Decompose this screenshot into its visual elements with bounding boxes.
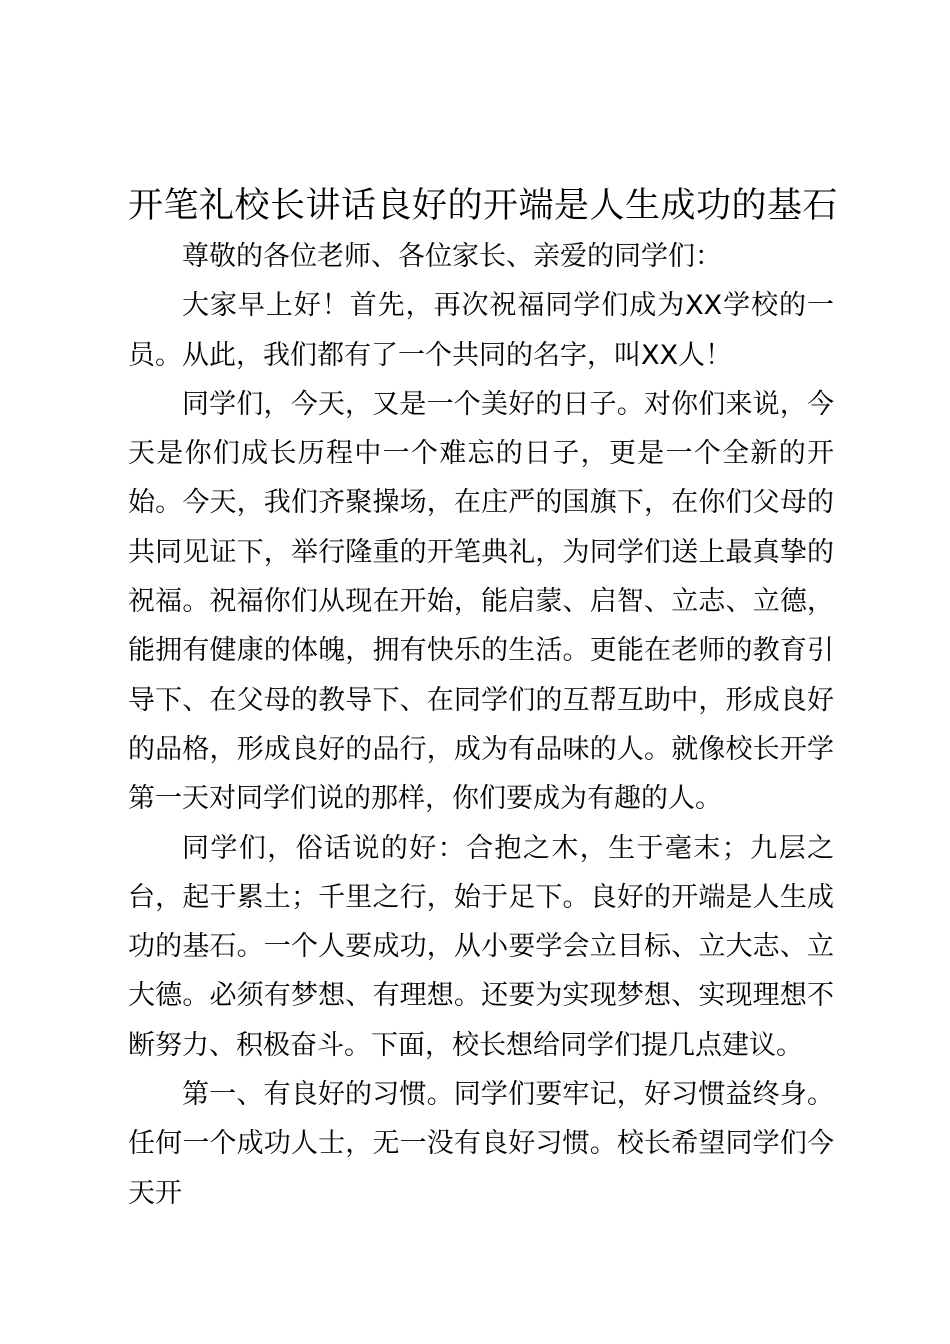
paragraph-greeting: 大家早上好！首先，再次祝福同学们成为XX学校的一员。从此，我们都有了一个共同的名字，叫XX人！ (128, 290, 834, 371)
paragraph-first-habit: 第一、有良好的习惯。同学们要牢记，好习惯益终身。任何一个成功人士，无一没有良好习惯。校长希望同学们今天开 (128, 1079, 834, 1209)
document-title: 开笔礼校长讲话良好的开端是人生成功的基石 (128, 186, 839, 226)
paragraph-proverb: 同学们，俗话说的好：合抱之木，生于毫末；九层之台，起于累土；千里之行，始于足下。良好的开端是人生成功的基石。一个人要成功，从小要学会立目标、立大志、立大德。必须有梦想、有理想。还要为实现梦想、实现理想不断努力、积极奋斗。下面，校长想给同学们提几点建议。 (128, 832, 834, 1061)
paragraph-today: 同学们，今天，又是一个美好的日子。对你们来说，今天是你们成长历程中一个难忘的日子，更是一个全新的开始。今天，我们齐聚操场，在庄严的国旗下，在你们父母的共同见证下，举行隆重的开笔典礼，为同学们送上最真挚的祝福。祝福你们从现在开始，能启蒙、启智、立志、立德，能拥有健康的体魄，拥有快乐的生活。更能在老师的教育引导下、在父母的教导下、在同学们的互帮互助中，形成良好的品格，形成良好的品行，成为有品味的人。就像校长开学第一天对同学们说的那样，你们要成为有趣的人。 (128, 388, 834, 815)
document-body (128, 232, 834, 1218)
paragraph-salutation: 尊敬的各位老师、各位家长、亲爱的同学们： (182, 241, 722, 272)
